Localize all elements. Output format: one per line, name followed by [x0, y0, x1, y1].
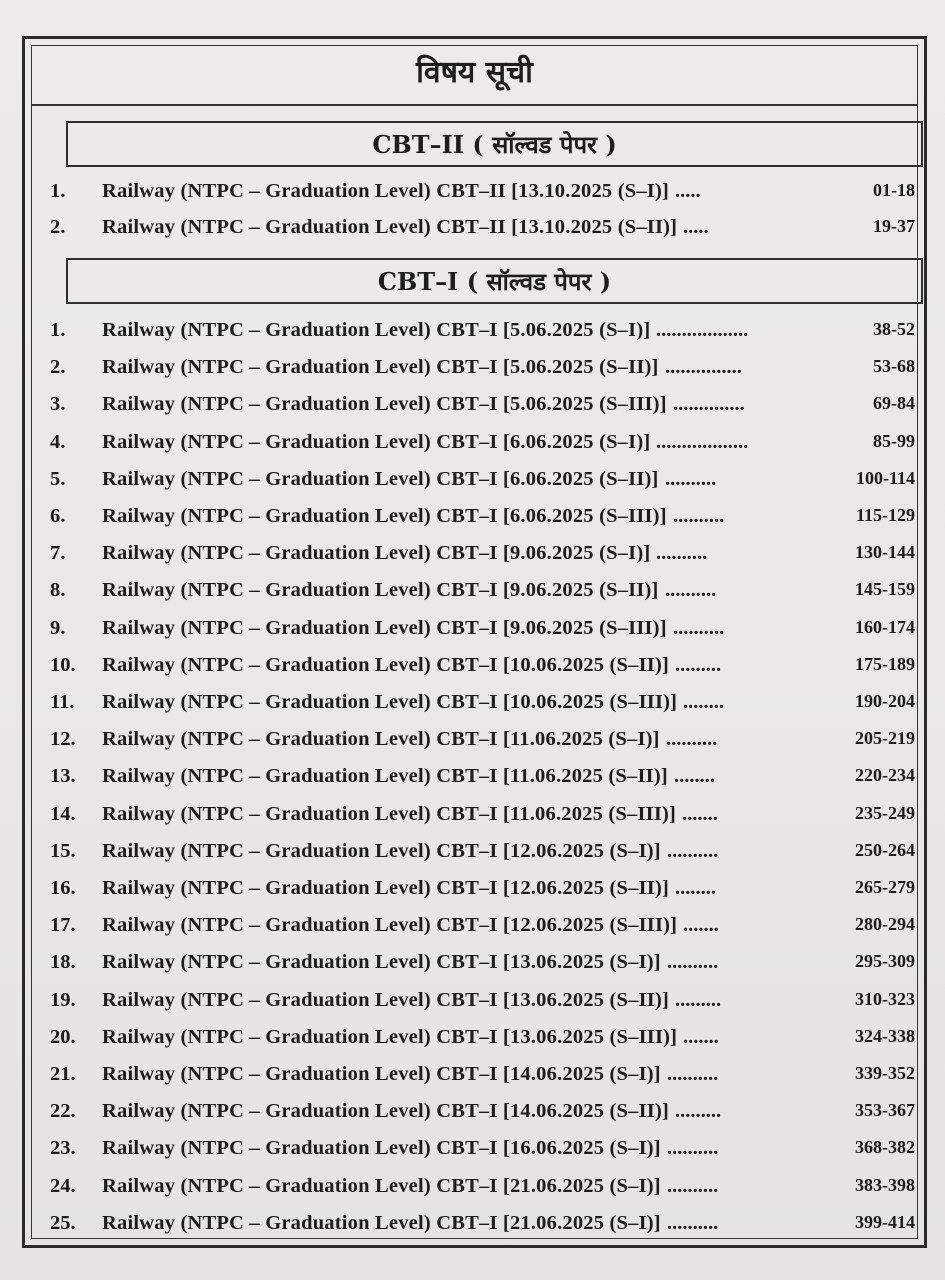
toc-item-title: Railway (NTPC – Graduation Level) CBT–I [9.06.2025 (S–I)]	[102, 542, 651, 565]
toc-row	[32, 951, 917, 985]
toc-item-title: Railway (NTPC – Graduation Level) CBT–I [5.06.2025 (S–III)]	[102, 393, 667, 416]
toc-item-number: 17.	[50, 914, 76, 937]
toc-item-number: 5.	[50, 467, 66, 490]
toc-item-title: Railway (NTPC – Graduation Level) CBT–II [13.10.2025 (S–I)]	[102, 180, 670, 202]
toc-item-title: Railway (NTPC – Graduation Level) CBT–I [13.06.2025 (S–I)]	[102, 951, 661, 974]
toc-row	[32, 1137, 917, 1171]
toc-item-title: Railway (NTPC – Graduation Level) CBT–I [12.06.2025 (S–II)]	[102, 877, 670, 899]
toc-item-title: Railway (NTPC – Graduation Level) CBT–I [9.06.2025 (S–III)]	[102, 616, 667, 639]
toc-leader-dots: ..........	[656, 542, 708, 565]
toc-page-range: 205-219	[855, 728, 915, 749]
toc-item-number: 1.	[50, 180, 66, 202]
toc-row	[32, 216, 917, 250]
toc-page-range: 115-129	[855, 505, 915, 525]
toc-item-title: Railway (NTPC – Graduation Level) CBT–II [13.10.2025 (S–II)]	[102, 216, 678, 238]
toc-row	[32, 728, 917, 762]
toc-item-number: 22.	[50, 1100, 76, 1123]
toc-item-number: 2.	[50, 356, 66, 379]
toc-page-range: 145-159	[855, 579, 915, 600]
toc-leader-dots: ..........	[673, 505, 725, 527]
toc-item-number: 23.	[50, 1137, 76, 1160]
toc-leader-dots: ..........	[665, 579, 717, 602]
section-heading-cbt1: CBT–I ( सॉल्वड पेपर )	[66, 258, 923, 304]
toc-item-title: Railway (NTPC – Graduation Level) CBT–I [12.06.2025 (S–I)]	[102, 839, 661, 862]
toc-row	[32, 356, 917, 390]
toc-item-title: Railway (NTPC – Graduation Level) CBT–I [11.06.2025 (S–III)]	[102, 802, 677, 825]
toc-item-title: Railway (NTPC – Graduation Level) CBT–I [14.06.2025 (S–II)]	[102, 1100, 670, 1123]
toc-row	[32, 1063, 917, 1097]
toc-leader-dots: ..........	[667, 1063, 719, 1085]
toc-leader-dots: .........	[675, 653, 722, 676]
toc-leader-dots: ..........	[667, 1137, 719, 1160]
toc-leader-dots: ...............	[665, 356, 742, 379]
toc-row	[32, 1100, 917, 1134]
toc-leader-dots: ..............	[673, 393, 745, 416]
toc-page-range: 100-114	[855, 467, 915, 488]
toc-item-number: 24.	[50, 1174, 76, 1197]
toc-page-range: 53-68	[873, 356, 915, 377]
toc-item-number: 14.	[50, 802, 76, 825]
toc-page-range: 130-144	[855, 542, 915, 563]
toc-page-range: 265-279	[855, 877, 915, 897]
toc-page-range: 85-99	[873, 430, 915, 451]
toc-leader-dots: ..................	[656, 430, 749, 453]
toc-row	[32, 914, 917, 948]
toc-item-number: 9.	[50, 616, 66, 639]
toc-item-number: 11.	[50, 691, 75, 713]
toc-leader-dots: .....	[683, 216, 709, 238]
toc-page-range: 01-18	[873, 180, 915, 200]
toc-leader-dots: ..........	[667, 1211, 719, 1234]
toc-item-number: 7.	[50, 542, 66, 565]
toc-row	[32, 431, 917, 465]
contents-frame	[22, 36, 927, 1248]
title-divider	[32, 104, 917, 106]
toc-item-number: 19.	[50, 988, 76, 1011]
toc-item-number: 4.	[50, 430, 66, 453]
toc-leader-dots: ..........	[667, 839, 719, 862]
toc-leader-dots: .........	[675, 988, 722, 1011]
toc-page-range: 38-52	[873, 319, 915, 339]
toc-item-number: 18.	[50, 951, 76, 974]
toc-item-number: 3.	[50, 393, 66, 416]
toc-page-range: 295-309	[855, 951, 915, 972]
toc-row	[32, 691, 917, 725]
toc-item-title: Railway (NTPC – Graduation Level) CBT–I [12.06.2025 (S–III)]	[102, 914, 678, 937]
toc-row	[32, 617, 917, 651]
toc-item-title: Railway (NTPC – Graduation Level) CBT–I [13.06.2025 (S–III)]	[102, 1025, 678, 1048]
toc-item-title: Railway (NTPC – Graduation Level) CBT–I [10.06.2025 (S–III)]	[102, 691, 678, 713]
contents-inner-frame	[31, 45, 918, 1239]
toc-item-title: Railway (NTPC – Graduation Level) CBT–I [11.06.2025 (S–I)]	[102, 728, 660, 751]
toc-page-range: 220-234	[855, 765, 915, 786]
toc-leader-dots: ........	[674, 765, 715, 788]
toc-row	[32, 840, 917, 874]
toc-item-number: 2.	[50, 216, 66, 238]
toc-page-range: 235-249	[855, 802, 915, 823]
toc-leader-dots: .......	[683, 914, 719, 937]
toc-leader-dots: ..................	[656, 319, 749, 341]
toc-row	[32, 654, 917, 688]
toc-page-range: 280-294	[855, 914, 915, 935]
toc-row	[32, 765, 917, 799]
toc-item-title: Railway (NTPC – Graduation Level) CBT–I [10.06.2025 (S–II)]	[102, 653, 670, 676]
toc-row	[32, 1175, 917, 1209]
toc-item-number: 16.	[50, 877, 76, 899]
toc-page-range: 69-84	[873, 393, 915, 414]
toc-leader-dots: ..........	[667, 951, 719, 974]
toc-item-title: Railway (NTPC – Graduation Level) CBT–I [16.06.2025 (S–I)]	[102, 1137, 661, 1160]
toc-item-title: Railway (NTPC – Graduation Level) CBT–I [9.06.2025 (S–II)]	[102, 579, 659, 602]
toc-row	[32, 505, 917, 539]
toc-page-range: 399-414	[855, 1211, 915, 1232]
page-title: विषय सूची	[416, 55, 533, 90]
toc-item-title: Railway (NTPC – Graduation Level) CBT–I [14.06.2025 (S–I)]	[102, 1063, 661, 1085]
toc-page-range: 190-204	[855, 691, 915, 711]
toc-item-title: Railway (NTPC – Graduation Level) CBT–I [6.06.2025 (S–I)]	[102, 430, 651, 453]
toc-row	[32, 803, 917, 837]
toc-item-title: Railway (NTPC – Graduation Level) CBT–I [5.06.2025 (S–I)]	[102, 319, 651, 341]
toc-item-title: Railway (NTPC – Graduation Level) CBT–I [5.06.2025 (S–II)]	[102, 356, 659, 379]
toc-item-title: Railway (NTPC – Graduation Level) CBT–I [6.06.2025 (S–III)]	[102, 505, 667, 527]
toc-row	[32, 989, 917, 1023]
toc-page-range: 250-264	[855, 839, 915, 860]
toc-row	[32, 542, 917, 576]
toc-page-range: 339-352	[855, 1063, 915, 1083]
toc-page-range: 368-382	[855, 1137, 915, 1158]
toc-row	[32, 877, 917, 911]
toc-row	[32, 393, 917, 427]
toc-leader-dots: ..........	[673, 616, 725, 639]
toc-item-title: Railway (NTPC – Graduation Level) CBT–I [21.06.2025 (S–I)]	[102, 1174, 661, 1197]
toc-item-number: 10.	[50, 653, 76, 676]
section-heading-cbt2: CBT–II ( सॉल्वड पेपर )	[66, 121, 923, 167]
toc-leader-dots: ........	[675, 877, 716, 899]
toc-leader-dots: ........	[683, 691, 724, 713]
toc-page-range: 353-367	[855, 1100, 915, 1121]
toc-leader-dots: .......	[682, 802, 718, 825]
toc-item-title: Railway (NTPC – Graduation Level) CBT–I [21.06.2025 (S–I)]	[102, 1211, 661, 1234]
toc-page-range: 175-189	[855, 653, 915, 674]
toc-item-title: Railway (NTPC – Graduation Level) CBT–I [13.06.2025 (S–II)]	[102, 988, 670, 1011]
toc-leader-dots: .........	[675, 1100, 722, 1123]
toc-leader-dots: .....	[675, 180, 701, 202]
toc-page-range: 324-338	[855, 1025, 915, 1046]
toc-row	[32, 468, 917, 502]
toc-page-range: 19-37	[873, 216, 915, 236]
toc-item-number: 8.	[50, 579, 66, 602]
toc-item-number: 25.	[50, 1211, 76, 1234]
toc-row	[32, 1026, 917, 1060]
toc-item-number: 15.	[50, 839, 76, 862]
toc-item-number: 1.	[50, 319, 66, 341]
toc-leader-dots: ..........	[667, 1174, 719, 1197]
toc-item-title: Railway (NTPC – Graduation Level) CBT–I [11.06.2025 (S–II)]	[102, 765, 668, 788]
toc-item-number: 13.	[50, 765, 76, 788]
toc-row	[32, 180, 917, 214]
toc-item-title: Railway (NTPC – Graduation Level) CBT–I [6.06.2025 (S–II)]	[102, 467, 659, 490]
toc-page-range: 383-398	[855, 1174, 915, 1195]
toc-item-number: 6.	[50, 505, 66, 527]
toc-item-number: 20.	[50, 1025, 76, 1048]
toc-leader-dots: ..........	[665, 467, 717, 490]
toc-row	[32, 319, 917, 353]
toc-leader-dots: .......	[683, 1025, 719, 1048]
toc-item-number: 21.	[50, 1063, 76, 1085]
toc-item-number: 12.	[50, 728, 76, 751]
toc-page-range: 310-323	[855, 988, 915, 1009]
toc-row	[32, 1212, 917, 1246]
toc-leader-dots: ..........	[666, 728, 718, 751]
toc-page-range: 160-174	[855, 616, 915, 637]
toc-row	[32, 579, 917, 613]
